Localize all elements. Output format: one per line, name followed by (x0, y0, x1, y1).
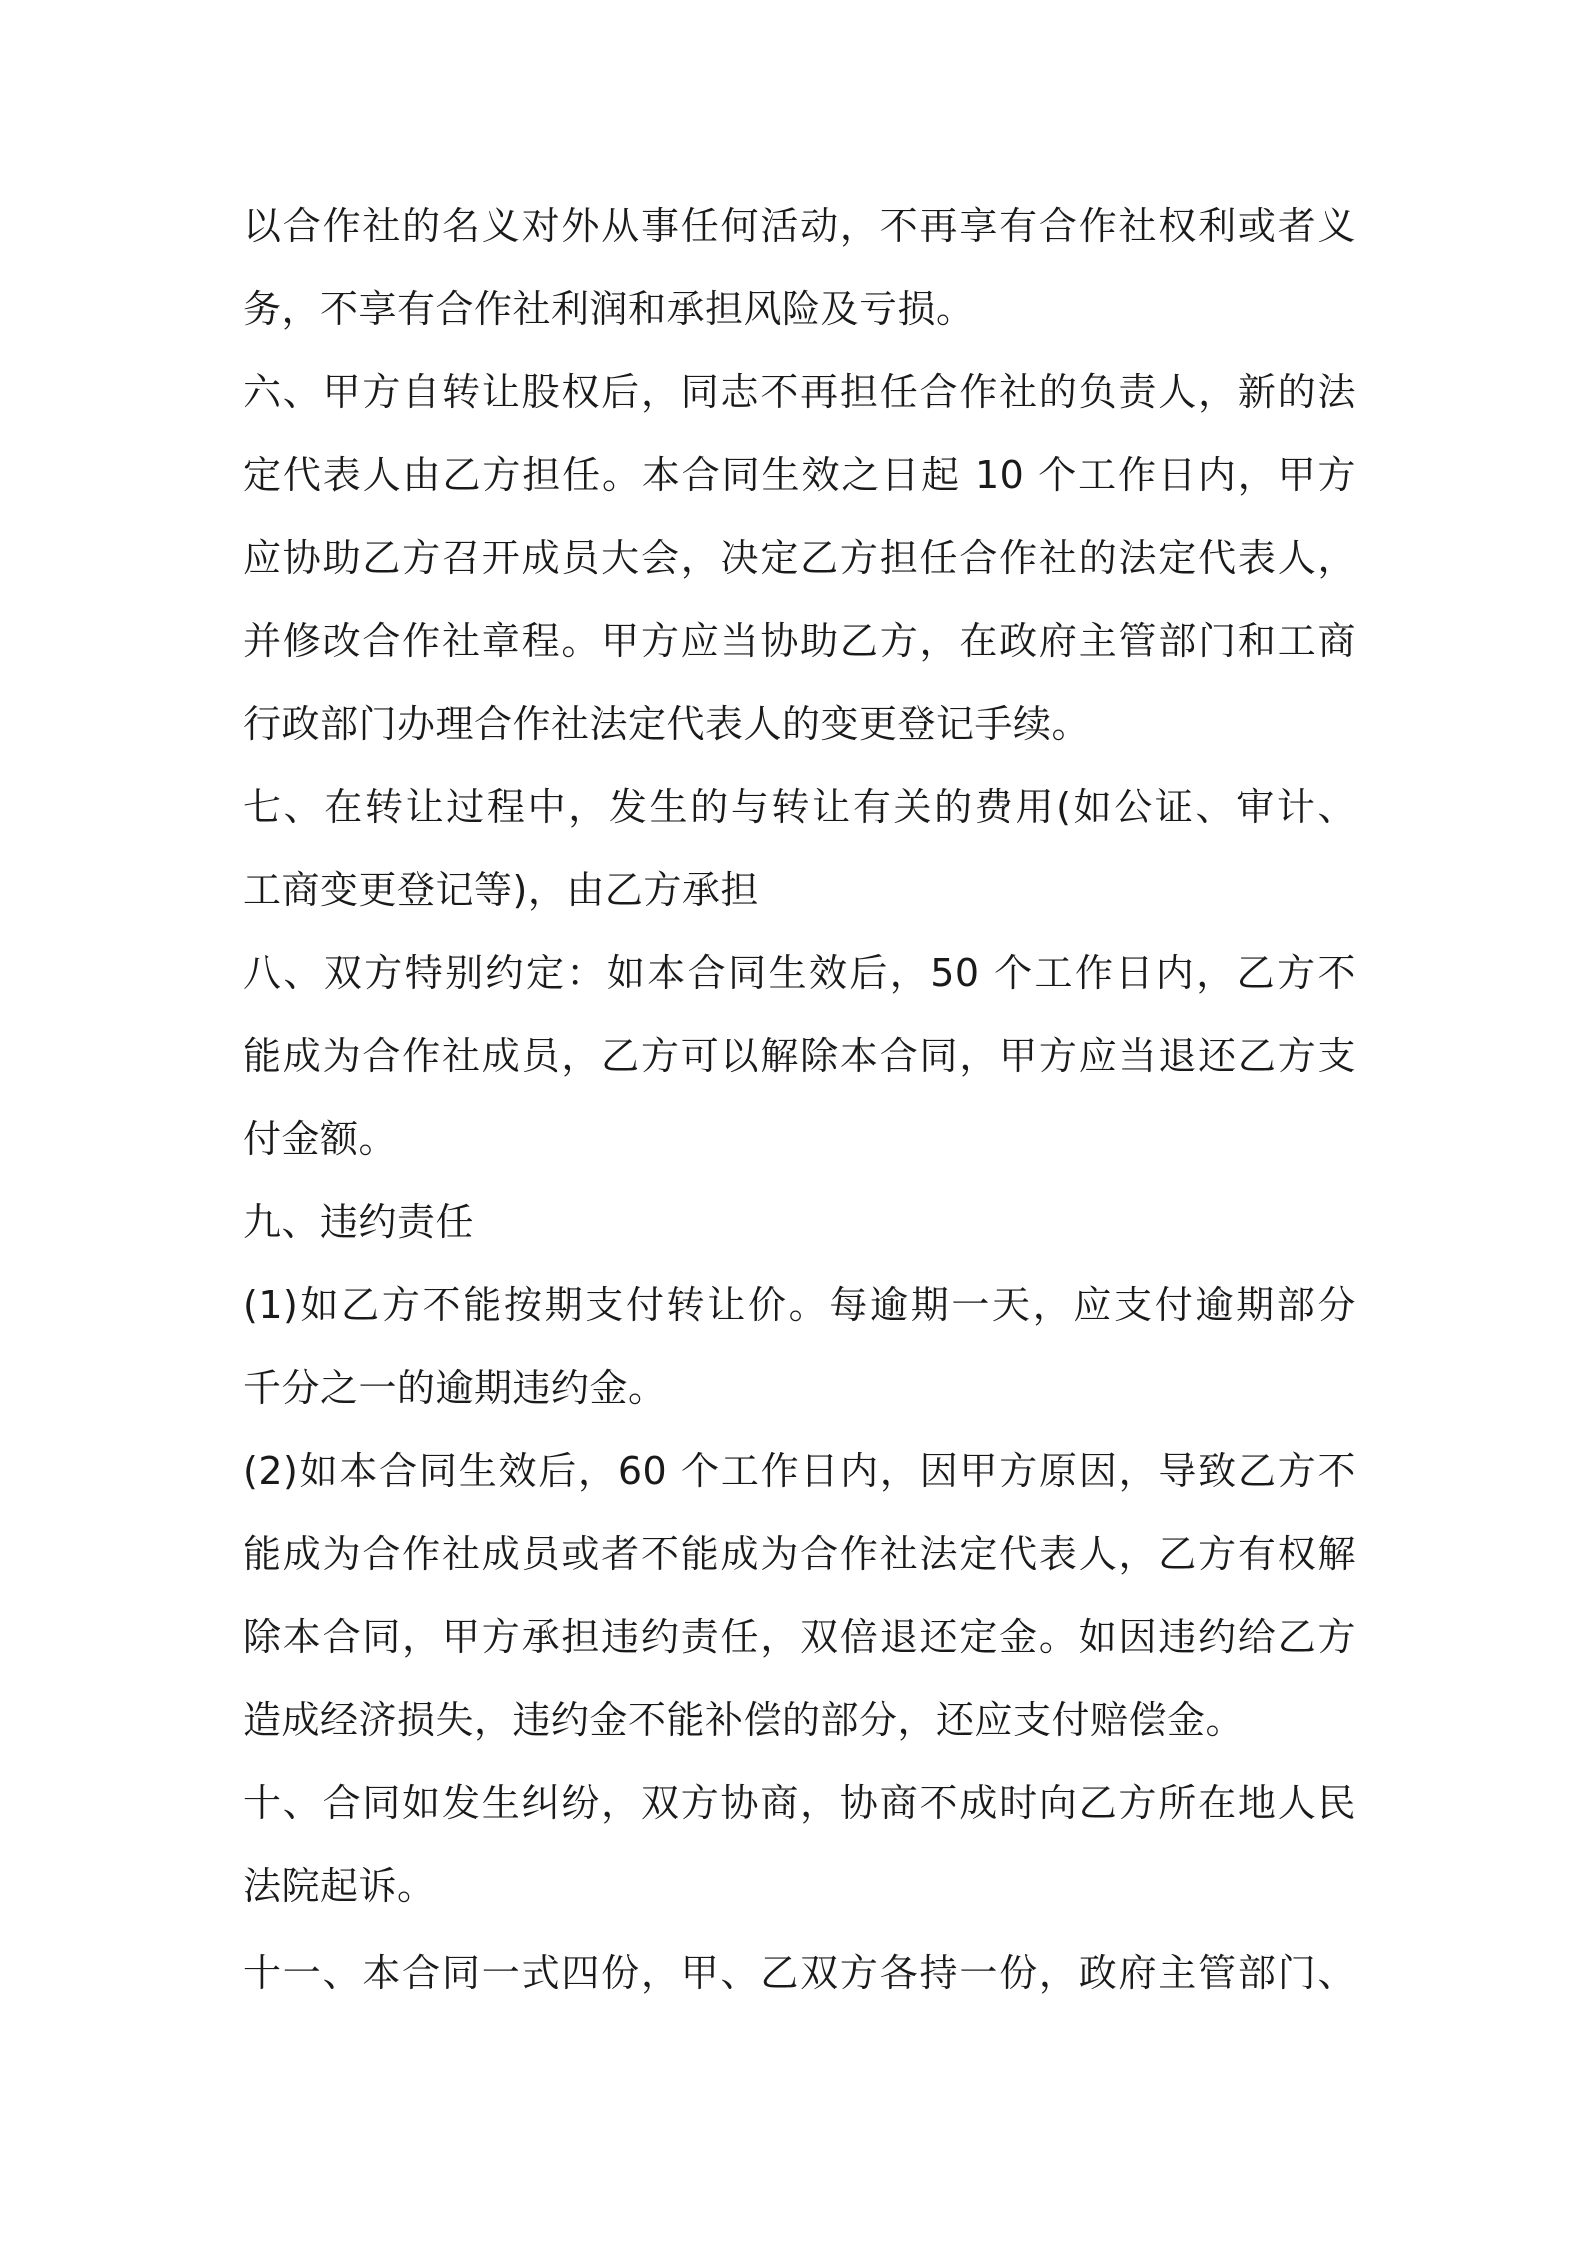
text-line-21: 法院起诉。 (243, 1864, 436, 1908)
text-line-17: 能成为合作社成员或者不能成为合作社法定代表人，乙方有权解 (243, 1532, 1356, 1576)
text-line-18: 除本合同，甲方承担违约责任，双倍退还定金。如因违约给乙方 (243, 1615, 1356, 1659)
text-line-1: 以合作社的名义对外从事任何活动，不再享有合作社权利或者义 (243, 204, 1356, 248)
text-line-2: 务，不享有合作社利润和承担风险及亏损。 (243, 287, 975, 331)
text-line-20: 十、合同如发生纠纷，双方协商，协商不成时向乙方所在地人民 (243, 1781, 1356, 1825)
text-line-19: 造成经济损失，违约金不能补偿的部分，还应支付赔偿金。 (243, 1698, 1245, 1742)
text-line-15: 千分之一的逾期违约金。 (243, 1366, 667, 1410)
text-line-4: 定代表人由乙方担任。本合同生效之日起 10 个工作日内，甲方 (243, 453, 1356, 497)
text-line-8: 七、在转让过程中，发生的与转让有关的费用(如公证、审计、 (243, 785, 1356, 829)
text-line-5: 应协助乙方召开成员大会，决定乙方担任合作社的法定代表人， (243, 536, 1356, 580)
text-line-10: 八、双方特别约定：如本合同生效后，50 个工作日内，乙方不 (243, 951, 1356, 995)
text-line-16: (2)如本合同生效后，60 个工作日内，因甲方原因，导致乙方不 (243, 1449, 1356, 1493)
text-line-9: 工商变更登记等)，由乙方承担 (243, 868, 759, 912)
text-line-11: 能成为合作社成员，乙方可以解除本合同，甲方应当退还乙方支 (243, 1034, 1356, 1078)
text-line-6: 并修改合作社章程。甲方应当协助乙方，在政府主管部门和工商 (243, 619, 1356, 663)
text-line-7: 行政部门办理合作社法定代表人的变更登记手续。 (243, 702, 1091, 746)
text-line-13: 九、违约责任 (243, 1200, 475, 1244)
text-line-12: 付金额。 (243, 1117, 398, 1161)
text-line-14: (1)如乙方不能按期支付转让价。每逾期一天，应支付逾期部分 (243, 1283, 1356, 1327)
text-line-3: 六、甲方自转让股权后，同志不再担任合作社的负责人，新的法 (243, 370, 1356, 414)
text-line-22: 十一、本合同一式四份，甲、乙双方各持一份，政府主管部门、 (243, 1951, 1356, 1995)
